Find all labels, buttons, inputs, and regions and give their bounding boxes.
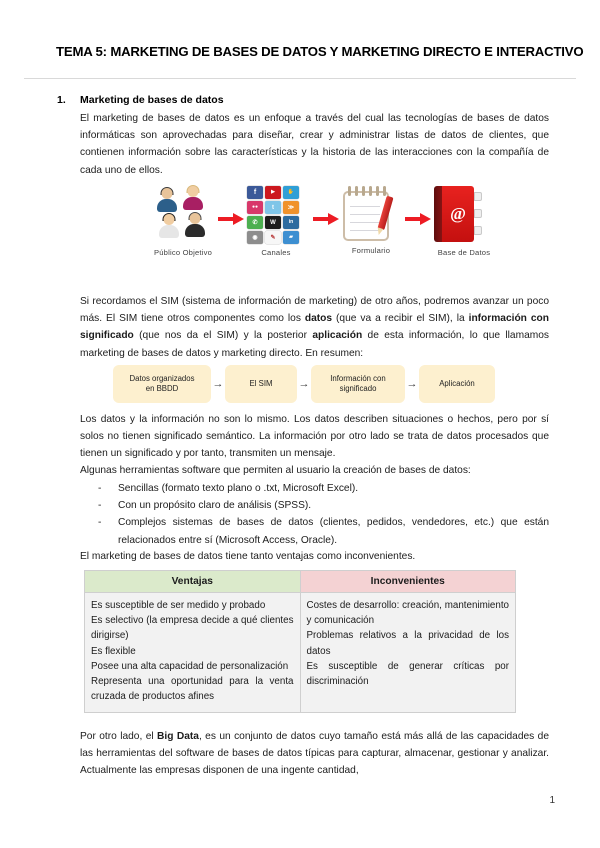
- ventaja-item: Es selectivo (la empresa decide a qué clientes dirigirse): [91, 615, 294, 642]
- people-group-icon: [150, 186, 210, 244]
- flow-box-informacion: [311, 365, 405, 403]
- bold-big-data: Big Data: [157, 731, 199, 742]
- ventaja-item: Posee una alta capacidad de personalización: [91, 660, 289, 672]
- inconveniente-item: Costes de desarrollo: creación, mantenimiento y comunicación: [306, 600, 509, 627]
- facebook-icon: f: [247, 186, 263, 199]
- flow-box-line1: Información con: [330, 374, 386, 383]
- sim-flow-diagram: [113, 364, 495, 404]
- at-symbol: @: [450, 204, 466, 223]
- text-run: Por otro lado, el: [80, 731, 158, 742]
- diagram-label: Formulario: [351, 246, 391, 255]
- list-bullet: -: [98, 483, 102, 494]
- diagram-step-base-de-datos: [434, 186, 494, 257]
- whatsapp-icon: ✆: [247, 216, 263, 229]
- flow-arrow-icon: →: [298, 377, 310, 390]
- red-arrow-icon: [313, 212, 339, 224]
- ventaja-item: Es susceptible de ser medido y probado: [91, 600, 266, 611]
- diagram-step-formulario: [343, 186, 399, 255]
- text-run: (que va a recibir el SIM), la: [332, 313, 469, 325]
- flow-box-line1: Aplicación: [439, 379, 475, 388]
- flow-box-line1: Datos organizados: [129, 374, 195, 383]
- diagram-step-canales: [247, 186, 305, 257]
- youtube-icon: ▶: [265, 186, 281, 199]
- flow-box-line2: en BBDD: [145, 384, 179, 393]
- camera-icon: ◉: [247, 231, 263, 244]
- twitter-icon: ✋: [283, 186, 299, 199]
- list-item: [80, 514, 549, 548]
- table-cell-ventajas: [85, 593, 301, 713]
- paragraph-big-data: [80, 728, 549, 780]
- wordpress-icon: W: [265, 216, 281, 229]
- bold-datos: datos: [304, 313, 333, 325]
- diagram-label: Canales: [261, 248, 291, 257]
- diagram-step-publico-objetivo: [150, 186, 216, 257]
- twitter-bird-icon: t: [265, 201, 281, 214]
- notepad-pencil-icon: [343, 186, 391, 242]
- address-book-at-icon: [434, 186, 482, 244]
- inconveniente-item: Problemas relativos a la privacidad de los datos: [306, 630, 509, 657]
- table-header-row: [85, 571, 516, 593]
- flow-box-datos-organizados: [113, 365, 211, 403]
- list-item-text: Sencillas (formato texto plano o .txt, Microsoft Excel).: [118, 483, 359, 494]
- table-row: [85, 593, 516, 713]
- bold-informacion-significado: información con significado: [80, 313, 549, 342]
- text-run: , es un conjunto de datos cuyo tamaño está más allá de las capacidades de las herramientas del software de bases de datos típicas para capturar, almacenar, gestionar y analizar. Actualmente las empresas disponen de una ingente cantidad,: [80, 731, 550, 777]
- flow-arrow-icon: →: [406, 377, 418, 390]
- paragraph-herramientas-intro: Algunas herramientas software que permiten al usuario la creación de bases de datos:: [80, 465, 471, 476]
- text-run: de esta información, lo que llamamos marketing de bases de datos y marketing directo. En resumen:: [80, 330, 550, 359]
- tools-list: [80, 480, 549, 549]
- presentation-icon: ▰: [283, 231, 299, 244]
- table-header-ventajas: Ventajas: [85, 571, 301, 593]
- list-bullet: -: [98, 500, 102, 512]
- flow-box-line1: El SIM: [249, 379, 273, 388]
- list-item-text: Complejos sistemas de bases de datos (clientes, pedidos, vendedores, etc.) que están relacionados entre sí (Microsoft Access, Oracle).: [118, 517, 549, 546]
- page-number: 1: [549, 795, 555, 806]
- section-number: 1.: [57, 94, 66, 106]
- process-diagram-icons: [150, 186, 495, 266]
- social-media-grid-icon: [247, 186, 301, 244]
- table-header-inconvenientes: Inconvenientes: [300, 571, 516, 593]
- bold-aplicacion: aplicación: [312, 330, 363, 342]
- advantages-table: [84, 570, 516, 713]
- flow-arrow-icon: →: [212, 377, 224, 390]
- paragraph-intro: El marketing de bases de datos es un enfoque a través del cual las tecnologías de bases de datos informáticas son aprovechadas para diseñar, crear y administrar listas de datos de clientes, que contienen información sobre las características y la historia de las interacciones con la compañía de cada uno de ellos.: [80, 113, 549, 176]
- ventaja-item: Representa una oportunidad para la venta cruzada de productos afines: [91, 676, 294, 703]
- list-item-text: Con un propósito claro de análisis (SPSS).: [118, 500, 312, 512]
- red-arrow-icon: [405, 212, 431, 224]
- paragraph-ventajas-intro: El marketing de bases de datos tiene tanto ventajas como inconvenientes.: [80, 551, 416, 562]
- flow-box-el-sim: [225, 365, 297, 403]
- text-run: (que nos da el SIM) y la posterior: [133, 330, 313, 342]
- page-title: TEMA 5: MARKETING DE BASES DE DATOS Y MARKETING DIRECTO E INTERACTIVO: [56, 44, 584, 59]
- red-arrow-icon: [218, 212, 244, 224]
- list-item: [80, 497, 549, 514]
- inconveniente-item: Es susceptible de generar críticas por discriminación: [306, 660, 509, 688]
- rss-icon: ≫: [283, 201, 299, 214]
- section-heading: Marketing de bases de datos: [80, 94, 224, 106]
- flickr-icon: ●●: [247, 201, 263, 214]
- flow-box-aplicacion: [419, 365, 495, 403]
- diagram-label: Base de Datos: [437, 248, 491, 257]
- notes-icon: ✎: [265, 231, 281, 244]
- table-cell-inconvenientes: [300, 593, 516, 713]
- title-divider: [24, 78, 576, 79]
- paragraph-datos-informacion: Los datos y la información no son lo mismo. Los datos describen situaciones o hechos, pero por sí solos no tienen significado semántico. La información por otro lado se trata de datos procesados que tienen un significado y por tanto, transmiten un mensaje.: [80, 414, 549, 460]
- diagram-label: Público Objetivo: [153, 248, 213, 257]
- text-run: Si recordamos el SIM (sistema de información de marketing) de otro años, podremos avanzar un poco más. El SIM tiene otros componentes como los: [80, 296, 549, 325]
- paragraph-sim: [80, 293, 549, 362]
- list-bullet: -: [98, 517, 102, 529]
- flow-box-line2: significado: [339, 384, 377, 393]
- list-item: [80, 480, 549, 497]
- ventaja-item: Es flexible: [91, 645, 136, 657]
- linkedin-icon: in: [283, 216, 299, 229]
